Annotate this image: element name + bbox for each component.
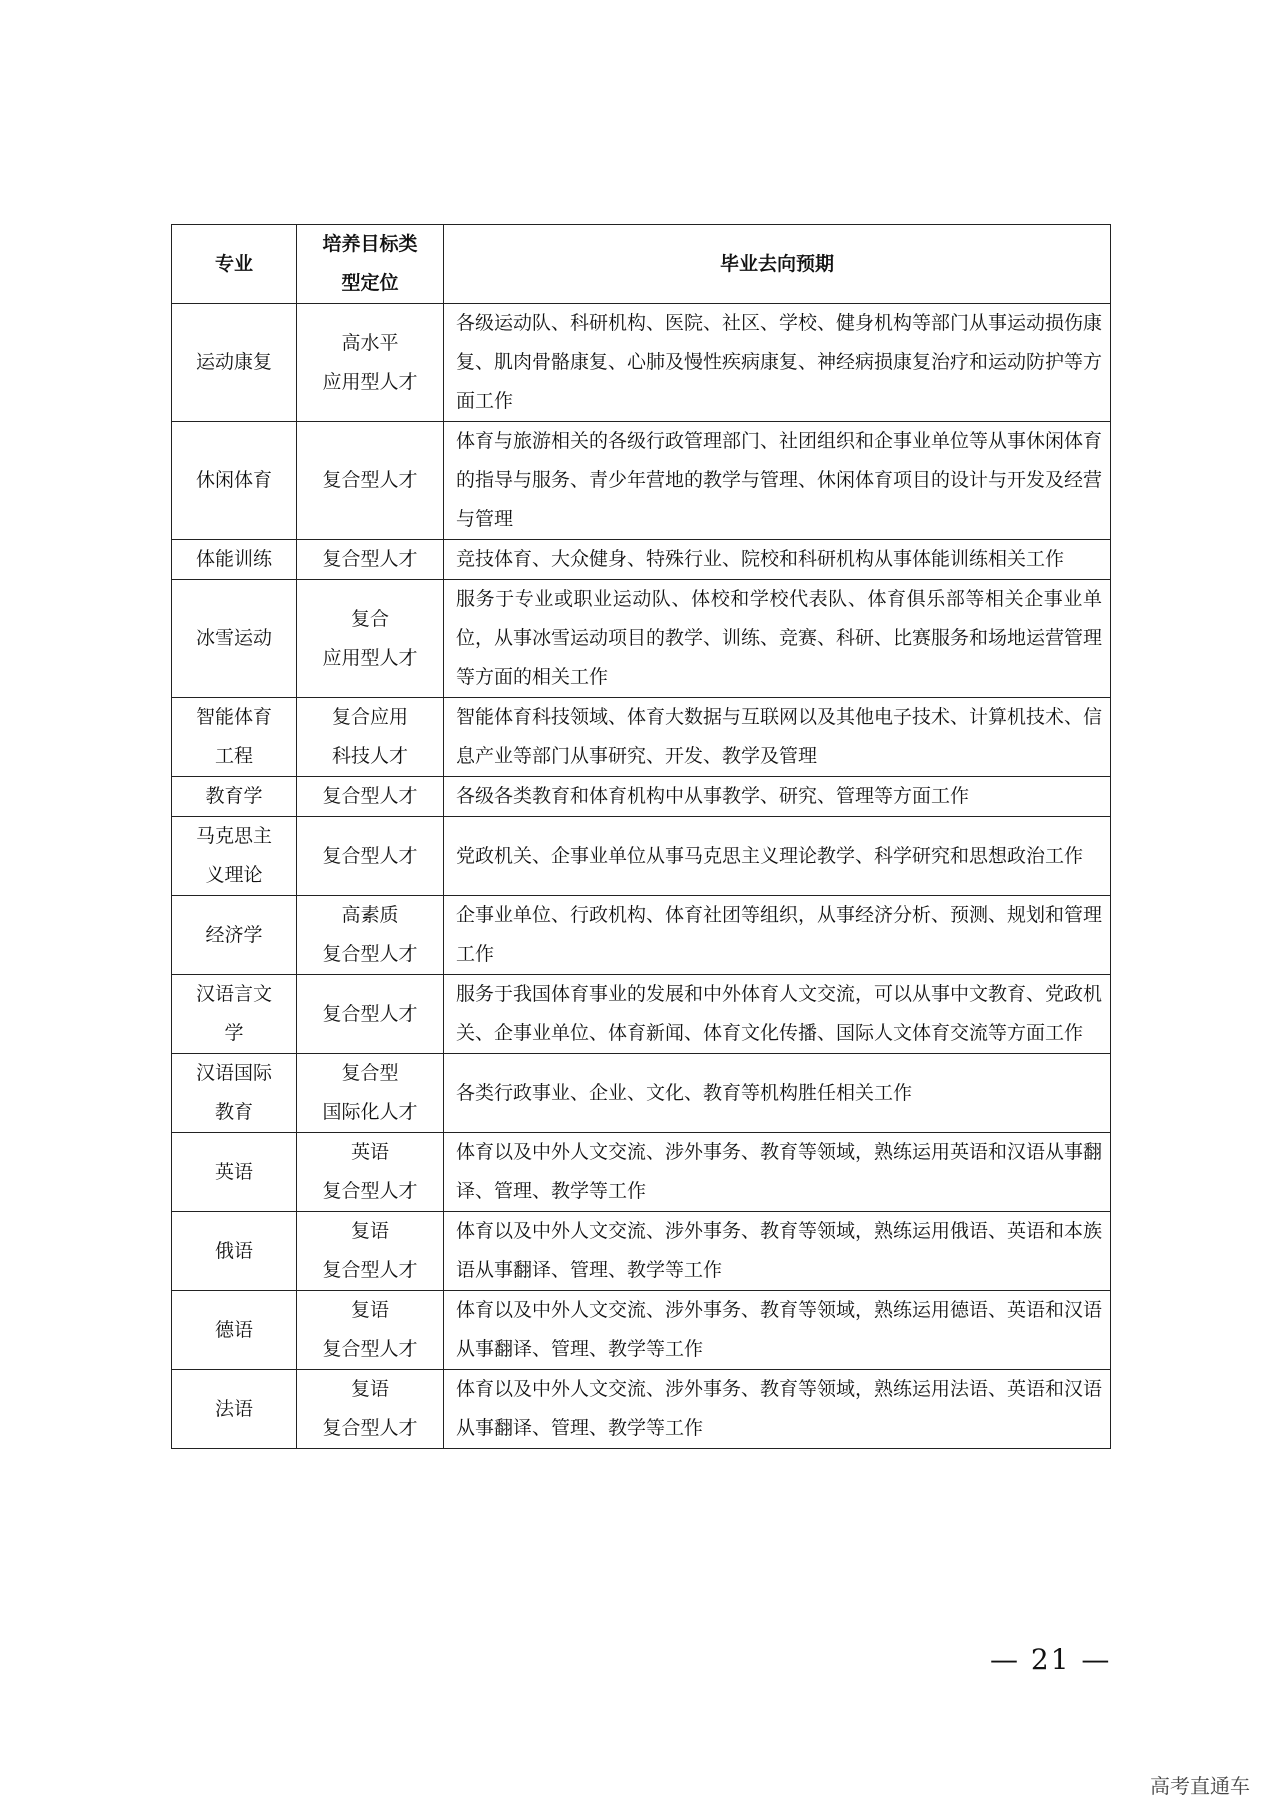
major-name-line: 义理论 — [205, 864, 263, 886]
cell-career-expectation: 体育以及中外人文交流、涉外事务、教育等领域，熟练运用俄语、英语和本族语从事翻译、管理、教学等工作 — [444, 1212, 1111, 1291]
cell-career-expectation: 企事业单位、行政机构、体育社团等组织，从事经济分析、预测、规划和管理工作 — [444, 896, 1111, 975]
cell-major — [172, 1133, 297, 1212]
major-name-line: 工程 — [214, 745, 253, 767]
header-target — [297, 225, 444, 304]
training-target-line: 复合型人才 — [322, 844, 418, 867]
training-target-line: 复语 — [350, 1220, 389, 1242]
page-number: — 21 — — [990, 1643, 1112, 1676]
training-target-line: 复合应用 — [331, 706, 408, 728]
table-row — [172, 1291, 1111, 1370]
cell-major — [172, 817, 297, 896]
major-name-line: 教育学 — [205, 785, 263, 807]
cell-training-target — [297, 422, 444, 540]
header-career: 毕业去向预期 — [444, 225, 1111, 304]
cell-major — [172, 540, 297, 580]
cell-career-expectation: 各级各类教育和体育机构中从事教学、研究、管理等方面工作 — [444, 777, 1111, 817]
watermark-text: 高考直通车 — [1150, 1774, 1250, 1798]
table-row — [172, 1370, 1111, 1449]
training-target-line: 复合型人才 — [322, 1338, 418, 1360]
major-name-line: 汉语言文 — [195, 983, 272, 1005]
major-name-line: 冰雪运动 — [195, 627, 272, 649]
training-target-line: 复合型人才 — [322, 469, 418, 491]
cell-training-target — [297, 1054, 444, 1133]
table-row — [172, 698, 1111, 777]
cell-career-expectation: 竞技体育、大众健身、特殊行业、院校和科研机构从事体能训练相关工作 — [444, 540, 1111, 580]
training-target-line: 英语 — [350, 1141, 389, 1163]
table-row — [172, 1212, 1111, 1291]
training-target-line: 复合型人才 — [322, 943, 418, 965]
training-target-line: 复合型人才 — [322, 1259, 418, 1281]
cell-major — [172, 777, 297, 817]
training-target-line: 国际化人才 — [322, 1101, 418, 1123]
training-target-line: 复合型人才 — [322, 1180, 418, 1202]
table-row — [172, 580, 1111, 698]
cell-training-target — [297, 1370, 444, 1449]
training-target-line: 高素质 — [341, 904, 399, 926]
cell-career-expectation: 体育以及中外人文交流、涉外事务、教育等领域，熟练运用法语、英语和汉语从事翻译、管理、教学等工作 — [444, 1370, 1111, 1449]
cell-major — [172, 1212, 297, 1291]
major-name-line: 智能体育 — [195, 706, 272, 728]
table-row — [172, 540, 1111, 580]
cell-major — [172, 698, 297, 777]
table-row — [172, 1133, 1111, 1212]
major-name-line: 经济学 — [205, 923, 263, 946]
training-target-line: 应用型人才 — [322, 646, 418, 669]
cell-major — [172, 580, 297, 698]
cell-major — [172, 1054, 297, 1133]
header-target-line: 培养目标类 — [322, 233, 418, 255]
training-target-line: 复合型人才 — [322, 548, 418, 570]
training-target-line: 复合型人才 — [322, 785, 418, 807]
table-row — [172, 777, 1111, 817]
cell-major — [172, 1291, 297, 1370]
cell-training-target — [297, 698, 444, 777]
training-target-line: 科技人才 — [331, 745, 408, 767]
major-name-line: 英语 — [214, 1160, 253, 1183]
major-name-line: 运动康复 — [195, 351, 272, 373]
major-name-line: 法语 — [214, 1397, 253, 1420]
training-target-line: 复合型人才 — [322, 1417, 418, 1439]
major-name-line: 休闲体育 — [195, 469, 272, 491]
table-row — [172, 304, 1111, 422]
training-target-line: 复合型 — [341, 1062, 399, 1084]
cell-training-target — [297, 304, 444, 422]
major-name-line: 马克思主 — [195, 825, 272, 847]
major-name-line: 体能训练 — [195, 548, 272, 570]
cell-training-target — [297, 896, 444, 975]
cell-career-expectation: 体育与旅游相关的各级行政管理部门、社团组织和企事业单位等从事休闲体育的指导与服务、青少年营地的教学与管理、休闲体育项目的设计与开发及经营与管理 — [444, 422, 1111, 540]
cell-major — [172, 304, 297, 422]
cell-training-target — [297, 1212, 444, 1291]
cell-career-expectation: 体育以及中外人文交流、涉外事务、教育等领域，熟练运用英语和汉语从事翻译、管理、教学等工作 — [444, 1133, 1111, 1212]
table-row — [172, 1054, 1111, 1133]
cell-training-target — [297, 817, 444, 896]
major-name-line: 汉语国际 — [195, 1062, 272, 1084]
training-target-line: 复语 — [350, 1378, 389, 1400]
cell-career-expectation: 智能体育科技领域、体育大数据与互联网以及其他电子技术、计算机技术、信息产业等部门从事研究、开发、教学及管理 — [444, 698, 1111, 777]
table-row — [172, 817, 1111, 896]
training-target-line: 复语 — [350, 1299, 389, 1321]
cell-career-expectation: 各类行政事业、企业、文化、教育等机构胜任相关工作 — [444, 1054, 1111, 1133]
cell-major — [172, 1370, 297, 1449]
cell-training-target — [297, 975, 444, 1054]
cell-training-target — [297, 1291, 444, 1370]
cell-career-expectation: 服务于我国体育事业的发展和中外体育人文交流，可以从事中文教育、党政机关、企事业单位、体育新闻、体育文化传播、国际人文体育交流等方面工作 — [444, 975, 1111, 1054]
cell-career-expectation: 各级运动队、科研机构、医院、社区、学校、健身机构等部门从事运动损伤康复、肌肉骨骼康复、心肺及慢性疾病康复、神经病损康复治疗和运动防护等方面工作 — [444, 304, 1111, 422]
cell-major — [172, 975, 297, 1054]
cell-career-expectation: 体育以及中外人文交流、涉外事务、教育等领域，熟练运用德语、英语和汉语从事翻译、管理、教学等工作 — [444, 1291, 1111, 1370]
training-target-line: 复合 — [350, 607, 389, 630]
training-target-line: 复合型人才 — [322, 1002, 418, 1025]
cell-career-expectation: 党政机关、企事业单位从事马克思主义理论教学、科学研究和思想政治工作 — [444, 817, 1111, 896]
cell-training-target — [297, 1133, 444, 1212]
header-target-line: 型定位 — [341, 272, 399, 294]
major-name-line: 俄语 — [214, 1239, 253, 1262]
training-target-line: 应用型人才 — [322, 370, 418, 393]
graduate-destination-table — [171, 224, 1111, 1449]
table-header-row — [172, 225, 1111, 304]
major-name-line: 教育 — [214, 1101, 253, 1123]
cell-major — [172, 422, 297, 540]
cell-training-target — [297, 540, 444, 580]
cell-training-target — [297, 580, 444, 698]
table-row — [172, 422, 1111, 540]
cell-career-expectation: 服务于专业或职业运动队、体校和学校代表队、体育俱乐部等相关企事业单位，从事冰雪运动项目的教学、训练、竞赛、科研、比赛服务和场地运营管理等方面的相关工作 — [444, 580, 1111, 698]
cell-major — [172, 896, 297, 975]
major-name-line: 学 — [224, 1022, 244, 1044]
header-major: 专业 — [172, 225, 297, 304]
table-row — [172, 896, 1111, 975]
table-body — [172, 304, 1111, 1449]
table-row — [172, 975, 1111, 1054]
major-name-line: 德语 — [214, 1318, 253, 1341]
training-target-line: 高水平 — [341, 331, 399, 354]
cell-training-target — [297, 777, 444, 817]
